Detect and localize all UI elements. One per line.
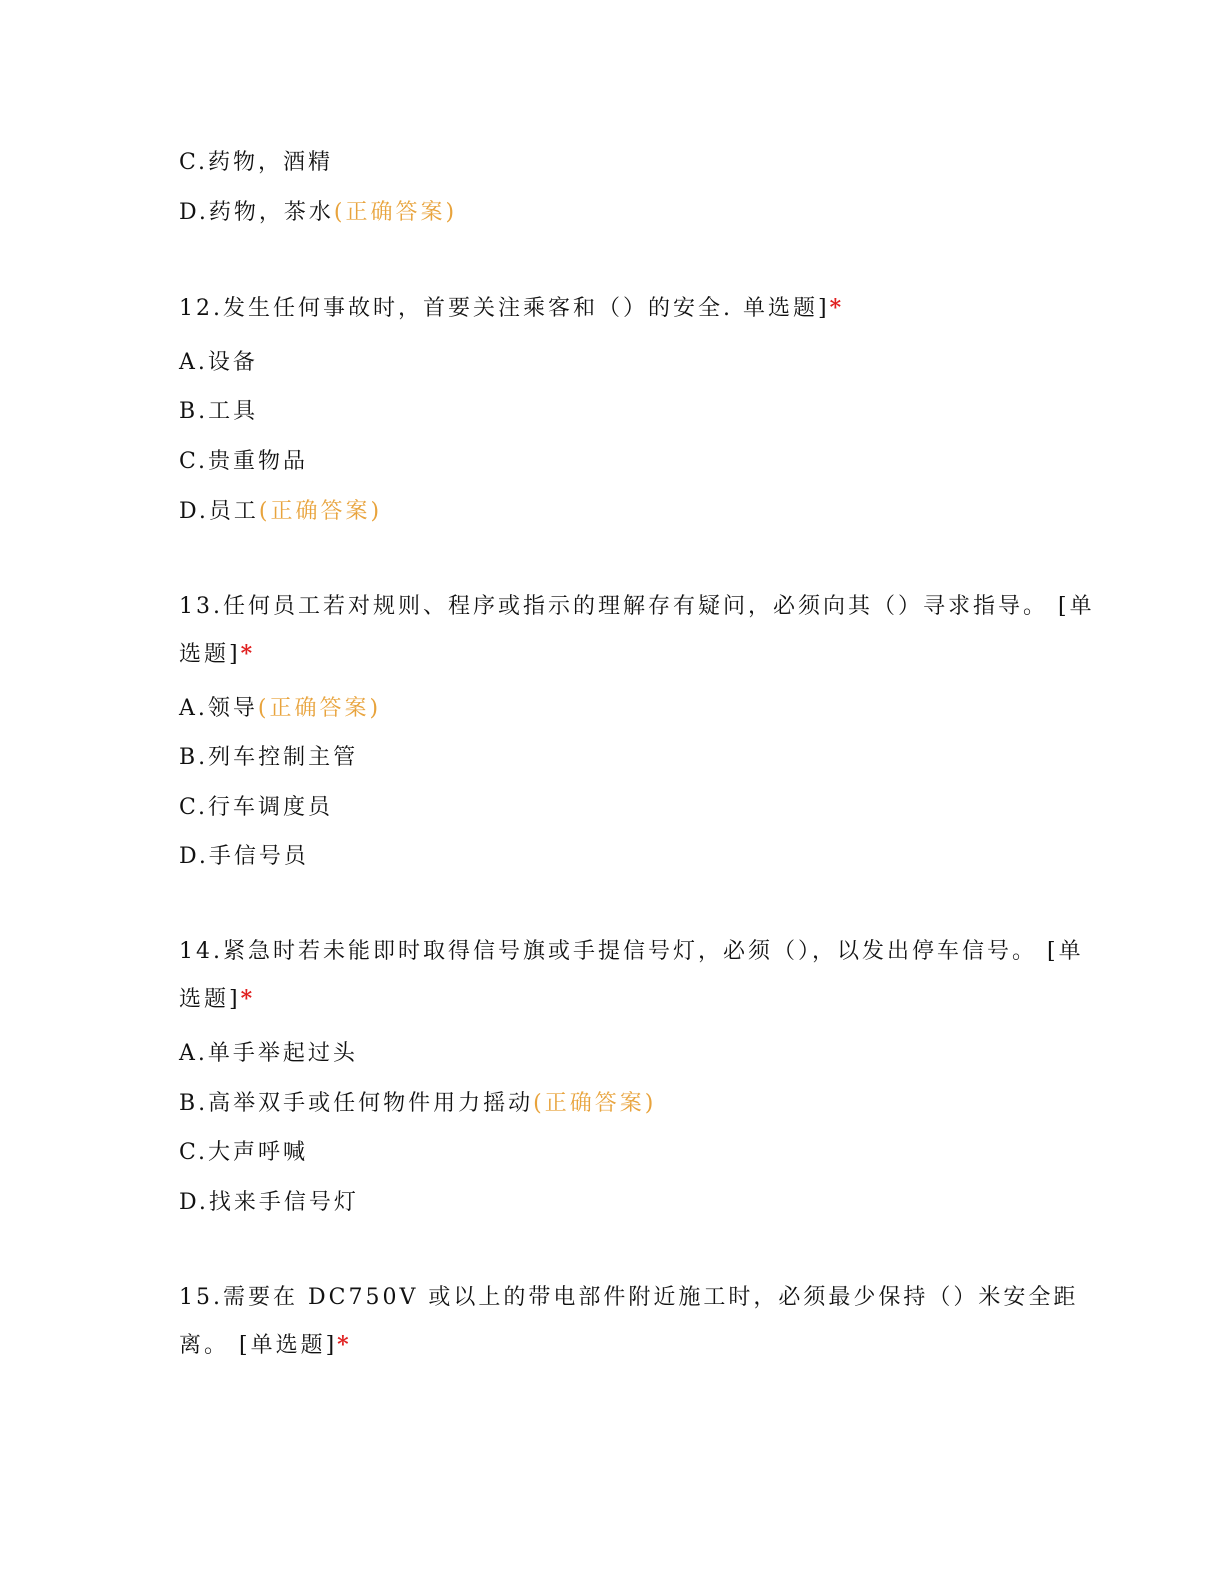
option-text: B.列车控制主管 [179, 745, 359, 770]
option-text: B.工具 [179, 399, 259, 424]
option-q14-d [179, 1188, 359, 1218]
question-line: 选题] [179, 642, 241, 667]
required-asterisk: * [240, 986, 253, 1012]
option-text: D.手信号员 [179, 844, 309, 869]
question-13-text-line-2 [179, 639, 252, 670]
question-line: 选题] [179, 987, 241, 1012]
question-line: 15.需要在 DC750V 或以上的带电部件附近施工时，必须最少保持（）米安全距 [179, 1285, 1079, 1310]
correct-answer-marker: (正确答案) [257, 696, 382, 721]
option-text: D.员工 [179, 499, 259, 524]
question-14-text-line-1 [179, 937, 1084, 967]
option-q11-c [179, 148, 333, 178]
option-text: B.高举双手或任何物件用力摇动 [179, 1091, 534, 1116]
question-line: 12.发生任何事故时，首要关注乘客和（）的安全. 单选题] [179, 296, 830, 321]
option-q14-c [179, 1138, 308, 1168]
question-line: 13.任何员工若对规则、程序或指示的理解存有疑问，必须向其（）寻求指导。 [单 [179, 594, 1095, 619]
option-q12-d [179, 497, 382, 527]
option-q12-b [179, 397, 258, 427]
option-q11-d [179, 198, 457, 228]
option-q13-b [179, 743, 358, 773]
question-15-text-line-2 [179, 1330, 349, 1361]
option-q12-c [179, 447, 308, 477]
question-line: 14.紧急时若未能即时取得信号旗或手提信号灯，必须（），以发出停车信号。 [单 [179, 939, 1084, 964]
required-asterisk: * [337, 1332, 349, 1358]
question-line: 离。 [单选题] [179, 1333, 338, 1358]
option-text: D.药物，茶水 [179, 200, 334, 225]
option-q13-c [179, 793, 333, 823]
option-q14-b [179, 1089, 656, 1119]
question-15-text-line-1 [179, 1283, 1078, 1313]
option-text: C.大声呼喊 [179, 1140, 309, 1165]
option-text: A.领导 [179, 696, 258, 721]
option-q12-a [179, 348, 258, 378]
required-asterisk: * [829, 295, 842, 321]
correct-answer-marker: (正确答案) [258, 499, 383, 524]
option-text: A.单手举起过头 [179, 1041, 358, 1066]
question-13-text-line-1 [179, 592, 1095, 622]
required-asterisk: * [240, 641, 253, 667]
correct-answer-marker: (正确答案) [333, 200, 458, 225]
option-text: C.贵重物品 [179, 449, 309, 474]
option-q13-a [179, 694, 381, 724]
question-12-text [179, 293, 841, 324]
question-14-text-line-2 [179, 984, 252, 1015]
correct-answer-marker: (正确答案) [533, 1091, 657, 1116]
option-text: C.行车调度员 [179, 795, 334, 820]
option-q13-d [179, 842, 309, 872]
option-text: A.设备 [179, 350, 258, 375]
option-q14-a [179, 1039, 358, 1069]
option-text: D.找来手信号灯 [179, 1190, 359, 1215]
option-text: C.药物，酒精 [179, 150, 334, 175]
